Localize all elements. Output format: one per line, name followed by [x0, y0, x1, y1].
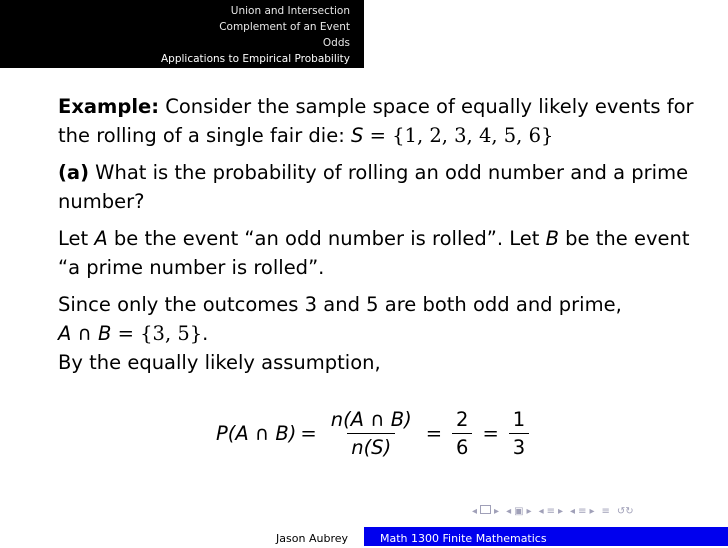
nav-appendix-icon[interactable]: ≡	[601, 505, 610, 517]
section-odds[interactable]: Odds	[322, 37, 350, 49]
equals-sign: =	[425, 421, 443, 445]
equals-sign: =	[300, 421, 317, 445]
probability-equation	[216, 402, 535, 464]
nav-frame-icon[interactable]: ▣	[514, 505, 524, 517]
footer	[0, 527, 728, 546]
intersection-eq: =	[111, 322, 141, 345]
question-text: What is the probability of rolling an odd number and a prime number?	[58, 161, 689, 213]
slide-content	[58, 92, 698, 377]
assumption-line: By the equally likely assumption,	[58, 351, 381, 374]
definition-text-1: Let	[58, 227, 95, 250]
equals-sign: =	[482, 421, 499, 445]
nav-subsection-group[interactable]	[539, 506, 563, 517]
fraction-one-third	[509, 408, 529, 459]
fraction-numerator: n(A ∩ B)	[330, 407, 412, 431]
header-navigation	[0, 0, 364, 68]
nav-left-icon[interactable]: ◂	[538, 505, 544, 517]
section-union-intersection[interactable]: Union and Intersection	[230, 5, 350, 17]
event-a-var: A	[94, 227, 108, 250]
fraction-numerator: 1	[512, 407, 526, 431]
section-applications[interactable]: Applications to Empirical Probability	[161, 53, 350, 65]
fraction-denominator: 3	[509, 433, 529, 459]
intersection-set: {3, 5}	[140, 322, 203, 345]
nav-right-icon[interactable]: ▸	[494, 505, 500, 517]
nav-right-icon[interactable]: ▸	[526, 505, 532, 517]
nav-slide-group[interactable]	[472, 505, 499, 517]
nav-section-icon[interactable]: ≡	[578, 505, 587, 517]
example-paragraph	[58, 92, 698, 150]
nav-left-icon[interactable]: ◂	[570, 505, 576, 517]
fraction-denominator: n(S)	[347, 433, 395, 459]
fraction-two-sixths	[452, 408, 472, 459]
intersection-expr: A ∩ B	[58, 322, 112, 345]
fraction-n-ratio	[327, 408, 416, 459]
nav-search-icon[interactable]: ↺↻	[616, 505, 634, 517]
example-text: Consider the sample space of equally likely events for the rolling of a single fair die:	[58, 95, 694, 147]
footer-author-panel	[0, 527, 364, 546]
nav-subsection-icon[interactable]: ≡	[546, 505, 555, 517]
part-label: (a)	[58, 161, 89, 184]
nav-section-group[interactable]	[570, 506, 594, 517]
example-label: Example:	[58, 95, 160, 118]
nav-right-icon[interactable]: ▸	[589, 505, 595, 517]
nav-right-icon[interactable]: ▸	[558, 505, 564, 517]
sample-space-var: S	[351, 124, 364, 147]
nav-left-icon[interactable]: ◂	[506, 505, 512, 517]
equation-lhs: P(A ∩ B)	[216, 421, 297, 445]
since-line: Since only the outcomes 3 and 5 are both odd and prime,	[58, 293, 622, 316]
nav-left-icon[interactable]: ◂	[472, 505, 478, 517]
navigation-symbols	[472, 504, 634, 518]
definition-text-3: be the event “a prime number is rolled”.	[58, 227, 690, 279]
header-blank	[364, 0, 728, 68]
sample-space-eq: =	[363, 124, 393, 147]
definition-paragraph	[58, 224, 698, 282]
fraction-denominator: 6	[452, 433, 472, 459]
fraction-numerator: 2	[456, 407, 469, 431]
sample-space-set: {1, 2, 3, 4, 5, 6}	[392, 124, 554, 147]
question-paragraph	[58, 158, 698, 216]
definition-text-2: be the event “an odd number is rolled”. Let	[107, 227, 546, 250]
nav-frame-group[interactable]	[506, 506, 532, 517]
intersection-line	[58, 319, 698, 348]
intersection-end: .	[202, 322, 209, 345]
footer-course: Math 1300 Finite Mathematics	[380, 532, 547, 545]
footer-author: Jason Aubrey	[276, 532, 348, 545]
footer-course-panel	[364, 527, 728, 546]
event-b-var: B	[545, 227, 559, 250]
section-list	[161, 3, 350, 67]
section-complement[interactable]: Complement of an Event	[219, 21, 350, 33]
nav-slide-box-icon[interactable]	[480, 505, 491, 517]
